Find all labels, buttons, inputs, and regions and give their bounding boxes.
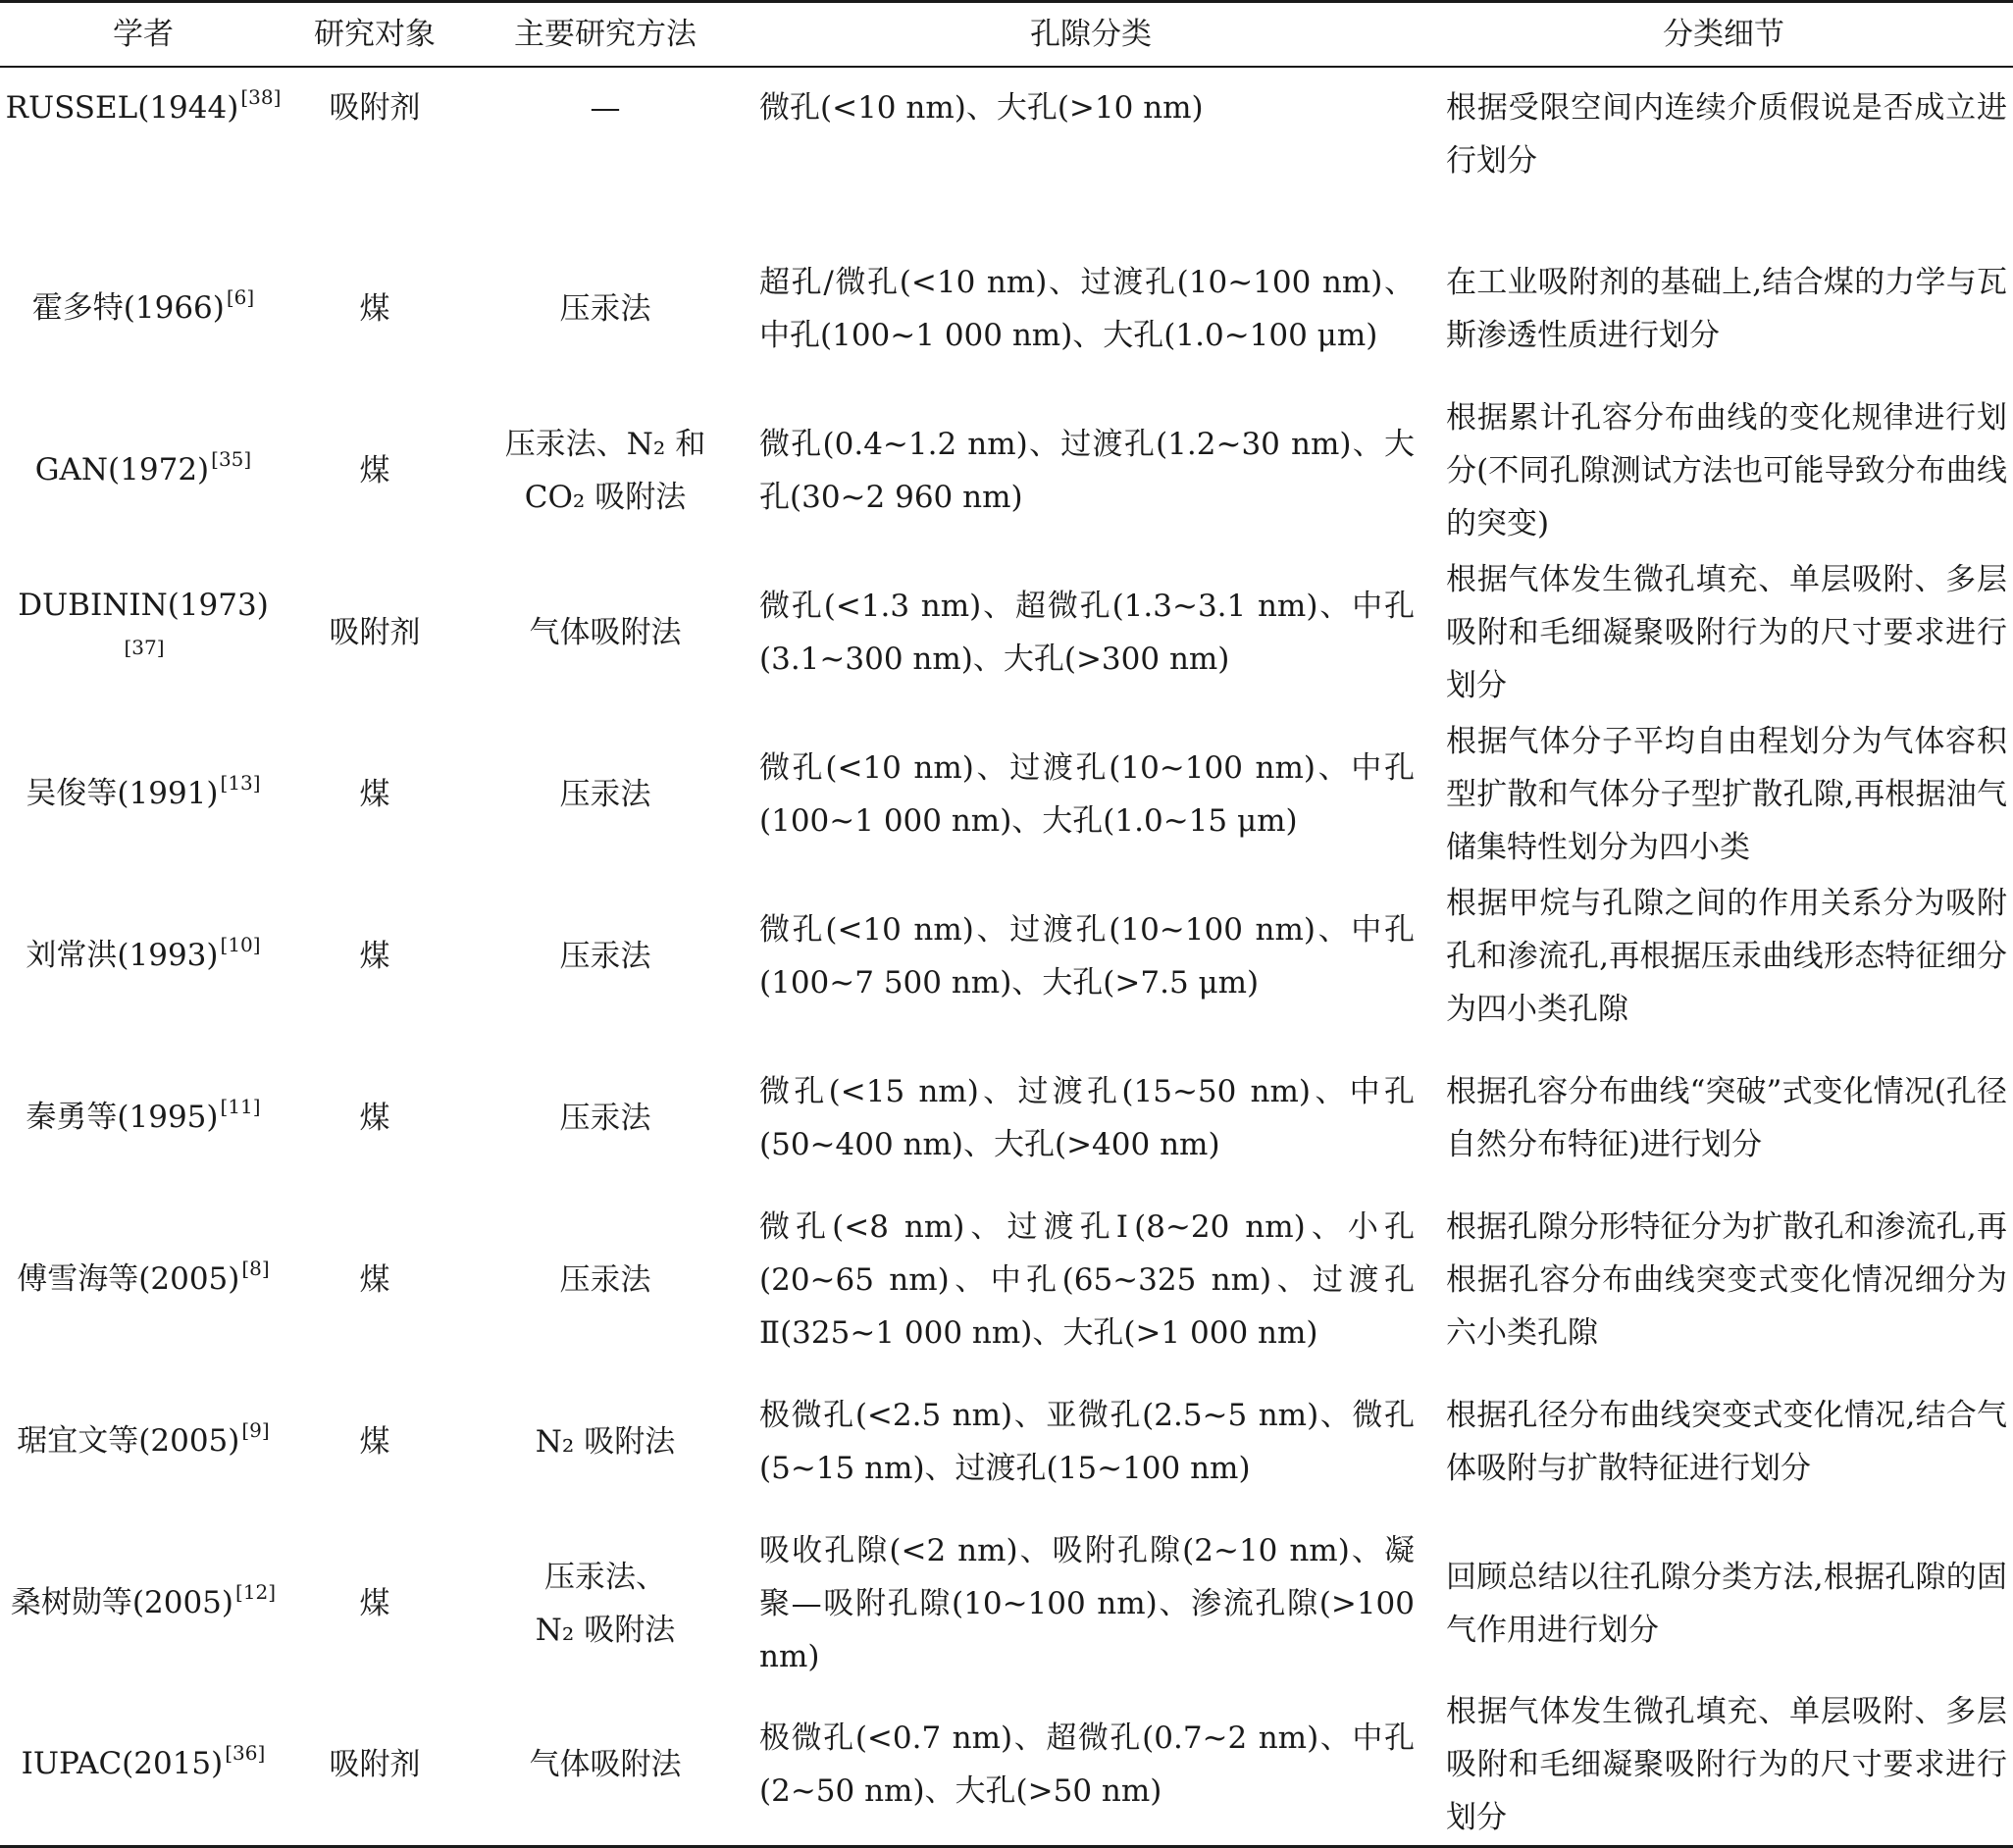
header-object: 研究对象 bbox=[286, 2, 463, 67]
reference-mark: [10] bbox=[220, 932, 261, 956]
table-row bbox=[0, 1685, 2013, 1847]
table-row bbox=[0, 390, 2013, 552]
cell-method bbox=[463, 390, 748, 552]
header-detail: 分类细节 bbox=[1434, 2, 2013, 67]
table-row bbox=[0, 1200, 2013, 1361]
method-line: 气体吸附法 bbox=[529, 615, 682, 650]
scholar-name: 桑树勋等(2005) bbox=[10, 1584, 234, 1620]
cell-object: 煤 bbox=[359, 291, 390, 327]
cell-object: 煤 bbox=[359, 453, 390, 488]
header-method: 主要研究方法 bbox=[463, 2, 748, 67]
cell-object: 煤 bbox=[359, 1586, 390, 1621]
cell-classification-detail: 根据气体发生微孔填充、单层吸附、多层吸附和毛细凝聚吸附行为的尺寸要求进行划分 bbox=[1434, 1685, 2013, 1847]
cell-classification-detail: 根据气体分子平均自由程划分为气体容积型扩散和气体分子型扩散孔隙,再根据油气储集特性划分为四小类 bbox=[1446, 724, 2007, 865]
cell-method bbox=[463, 1038, 748, 1200]
method-line: N₂ 吸附法 bbox=[535, 1424, 676, 1460]
cell-scholar bbox=[0, 1038, 286, 1200]
method-line: 压汞法 bbox=[559, 291, 651, 327]
cell-classification-detail: 回顾总结以往孔隙分类方法,根据孔隙的固气作用进行划分 bbox=[1446, 1560, 2007, 1648]
reference-mark: [37] bbox=[124, 635, 165, 659]
cell-scholar bbox=[0, 390, 286, 552]
cell-classification-detail: 根据孔隙分形特征分为扩散孔和渗流孔,再根据孔容分布曲线突变式变化情况细分为六小类孔隙 bbox=[1446, 1209, 2007, 1351]
table-header bbox=[0, 2, 2013, 67]
table-row bbox=[0, 67, 2013, 229]
method-line: N₂ 吸附法 bbox=[535, 1613, 676, 1648]
cell-classification-detail: 根据孔径分布曲线突变式变化情况,结合气体吸附与扩散特征进行划分 bbox=[1446, 1398, 2007, 1486]
method-line: — bbox=[590, 89, 621, 126]
header-scholar: 学者 bbox=[0, 2, 286, 67]
cell-pore-classification: 微孔(<10 nm)、大孔(>10 nm) bbox=[759, 89, 1204, 126]
method-line: CO₂ 吸附法 bbox=[524, 480, 687, 515]
scholar-name: 秦勇等(1995) bbox=[26, 1099, 219, 1135]
cell-scholar bbox=[0, 229, 286, 390]
table-row bbox=[0, 876, 2013, 1038]
cell-method bbox=[463, 876, 748, 1038]
reference-mark: [12] bbox=[235, 1579, 277, 1604]
cell-pore-classification: 极微孔(<2.5 nm)、亚微孔(2.5~5 nm)、微孔(5~15 nm)、过渡孔(15~100 nm) bbox=[759, 1398, 1415, 1486]
table-row bbox=[0, 552, 2013, 714]
cell-scholar bbox=[0, 1361, 286, 1523]
cell-scholar bbox=[0, 1523, 286, 1685]
cell-method bbox=[463, 1361, 748, 1523]
header-row bbox=[0, 2, 2013, 67]
scholar-name: 琚宜文等(2005) bbox=[17, 1422, 240, 1459]
reference-mark: [8] bbox=[241, 1256, 270, 1280]
cell-object: 煤 bbox=[359, 1101, 390, 1136]
cell-method bbox=[463, 1523, 748, 1685]
cell-method bbox=[463, 552, 748, 714]
method-line: 压汞法 bbox=[559, 939, 651, 974]
reference-mark: [38] bbox=[240, 84, 282, 109]
table-row bbox=[0, 229, 2013, 390]
reference-mark: [13] bbox=[220, 770, 261, 795]
scholar-name: 霍多特(1966) bbox=[31, 289, 225, 326]
cell-object: 煤 bbox=[359, 939, 390, 974]
cell-pore-classification: 微孔(<8 nm)、过渡孔Ⅰ(8~20 nm)、小孔(20~65 nm)、中孔(65~325 nm)、过渡孔Ⅱ(325~1 000 nm)、大孔(>1 000 nm) bbox=[759, 1209, 1415, 1351]
scholar-name: DUBININ(1973) bbox=[18, 587, 269, 623]
cell-object: 吸附剂 bbox=[286, 1685, 463, 1847]
cell-object: 煤 bbox=[359, 777, 390, 812]
cell-classification-detail: 根据受限空间内连续介质假说是否成立进行划分 bbox=[1446, 89, 2007, 179]
cell-pore-classification: 极微孔(<0.7 nm)、超微孔(0.7~2 nm)、中孔(2~50 nm)、大孔(>50 nm) bbox=[748, 1685, 1434, 1847]
method-line: 压汞法、N₂ 和 bbox=[504, 427, 706, 462]
cell-classification-detail: 根据孔容分布曲线“突破”式变化情况(孔径自然分布特征)进行划分 bbox=[1446, 1074, 2007, 1162]
cell-pore-classification: 微孔(0.4~1.2 nm)、过渡孔(1.2~30 nm)、大孔(30~2 960 nm) bbox=[759, 427, 1415, 515]
cell-method bbox=[463, 1685, 748, 1847]
cell-pore-classification: 微孔(<1.3 nm)、超微孔(1.3~3.1 nm)、中孔(3.1~300 nm)、大孔(>300 nm) bbox=[759, 589, 1415, 677]
scholar-name: 吴俊等(1991) bbox=[26, 775, 219, 811]
cell-classification-detail: 在工业吸附剂的基础上,结合煤的力学与瓦斯渗透性质进行划分 bbox=[1446, 265, 2007, 353]
method-line: 压汞法 bbox=[559, 777, 651, 812]
table-row bbox=[0, 714, 2013, 876]
cell-scholar bbox=[0, 67, 286, 229]
cell-object: 煤 bbox=[359, 1262, 390, 1298]
method-line: 压汞法 bbox=[559, 1262, 651, 1298]
scholar-name: 傅雪海等(2005) bbox=[17, 1260, 240, 1297]
table-body bbox=[0, 67, 2013, 1847]
reference-mark: [11] bbox=[220, 1094, 261, 1118]
cell-pore-classification: 微孔(<15 nm)、过渡孔(15~50 nm)、中孔(50~400 nm)、大孔(>400 nm) bbox=[759, 1074, 1415, 1162]
method-line: 压汞法、 bbox=[544, 1560, 666, 1595]
cell-pore-classification: 微孔(<10 nm)、过渡孔(10~100 nm)、中孔(100~7 500 nm)、大孔(>7.5 μm) bbox=[759, 912, 1415, 1001]
cell-method bbox=[463, 229, 748, 390]
reference-mark: [35] bbox=[211, 446, 252, 471]
scholar-name: 刘常洪(1993) bbox=[26, 937, 219, 973]
table-row bbox=[0, 1038, 2013, 1200]
cell-pore-classification: 微孔(<10 nm)、过渡孔(10~100 nm)、中孔(100~1 000 nm)、大孔(1.0~15 μm) bbox=[759, 750, 1415, 839]
cell-pore-classification: 吸收孔隙(<2 nm)、吸附孔隙(2~10 nm)、凝聚—吸附孔隙(10~100 nm)、渗流孔隙(>100 nm) bbox=[759, 1533, 1415, 1674]
cell-object: 吸附剂 bbox=[329, 615, 421, 650]
cell-object: 煤 bbox=[359, 1424, 390, 1460]
header-pore: 孔隙分类 bbox=[748, 2, 1434, 67]
cell-classification-detail: 根据气体发生微孔填充、单层吸附、多层吸附和毛细凝聚吸附行为的尺寸要求进行划分 bbox=[1446, 562, 2007, 703]
cell-scholar bbox=[0, 714, 286, 876]
cell-method bbox=[463, 1200, 748, 1361]
scholar-name: RUSSEL(1944) bbox=[5, 89, 239, 126]
reference-mark: [9] bbox=[241, 1417, 270, 1442]
cell-method bbox=[463, 714, 748, 876]
cell-object: 吸附剂 bbox=[329, 89, 421, 126]
cell-scholar bbox=[0, 552, 286, 714]
table-row bbox=[0, 1523, 2013, 1685]
cell-scholar bbox=[0, 876, 286, 1038]
cell-classification-detail: 根据累计孔容分布曲线的变化规律进行划分(不同孔隙测试方法也可能导致分布曲线的突变) bbox=[1446, 400, 2007, 541]
scholar-name: IUPAC(2015) bbox=[21, 1745, 224, 1781]
cell-scholar bbox=[0, 1685, 286, 1847]
cell-method bbox=[463, 67, 748, 229]
reference-mark: [6] bbox=[226, 284, 255, 309]
cell-scholar bbox=[0, 1200, 286, 1361]
scholar-name: GAN(1972) bbox=[34, 451, 210, 488]
method-line: 压汞法 bbox=[559, 1101, 651, 1136]
reference-mark: [36] bbox=[225, 1740, 266, 1765]
cell-pore-classification: 超孔/微孔(<10 nm)、过渡孔(10~100 nm)、中孔(100~1 000 nm)、大孔(1.0~100 μm) bbox=[759, 265, 1415, 353]
table-row bbox=[0, 1361, 2013, 1523]
method-line: 气体吸附法 bbox=[529, 1747, 682, 1783]
cell-classification-detail: 根据甲烷与孔隙之间的作用关系分为吸附孔和渗流孔,再根据压汞曲线形态特征细分为四小类孔隙 bbox=[1446, 886, 2007, 1027]
